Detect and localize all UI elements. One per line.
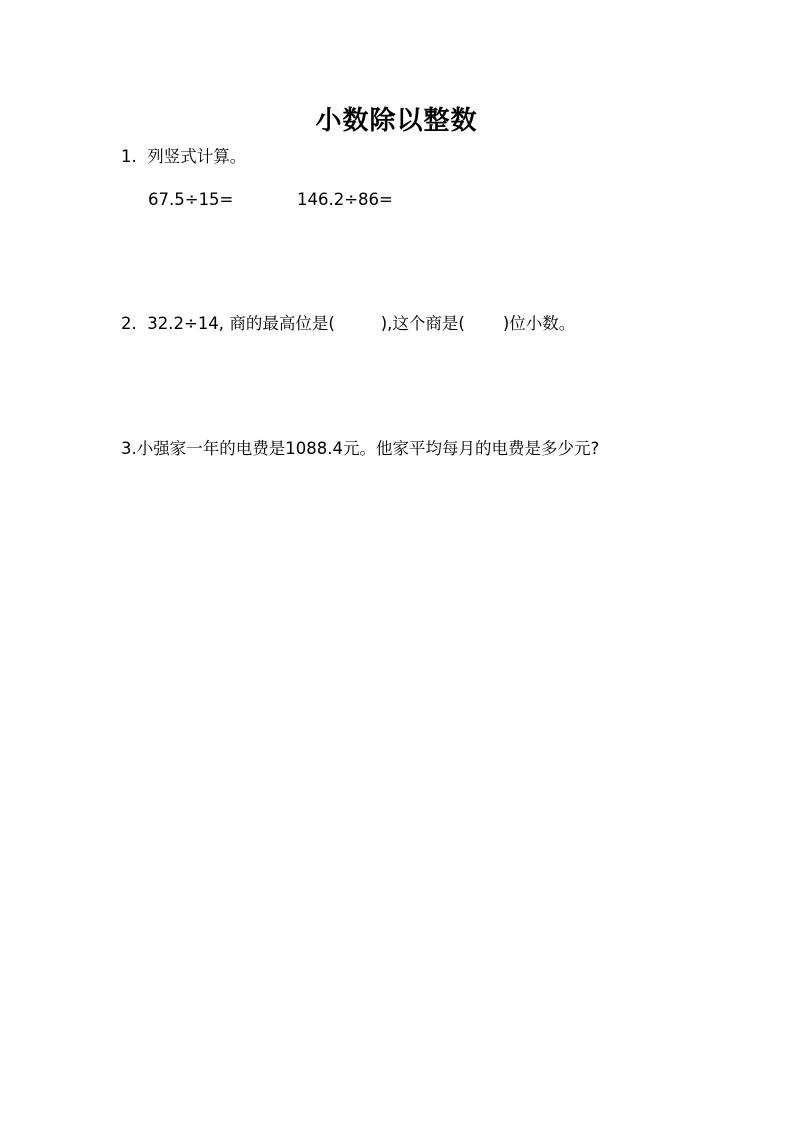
question-2-part-1: 商的最高位是( [229, 314, 335, 333]
equation-2: 146.2÷86= [297, 190, 393, 209]
page-title: 小数除以整数 [315, 106, 478, 136]
question-2-number: 2. [121, 314, 137, 333]
question-2 [121, 314, 575, 334]
question-2-part-3: )位小数。 [502, 314, 576, 333]
question-1 [121, 147, 246, 167]
question-2-expression: 32.2÷14, [147, 314, 225, 333]
equation-1: 67.5÷15= [148, 190, 234, 209]
question-1-number: 1. [121, 147, 137, 166]
question-3: 3.小强家一年的电费是1088.4元。他家平均每月的电费是多少元? [121, 439, 600, 458]
question-1-text: 列竖式计算。 [147, 147, 247, 166]
question-2-part-2: ),这个商是( [380, 314, 465, 333]
